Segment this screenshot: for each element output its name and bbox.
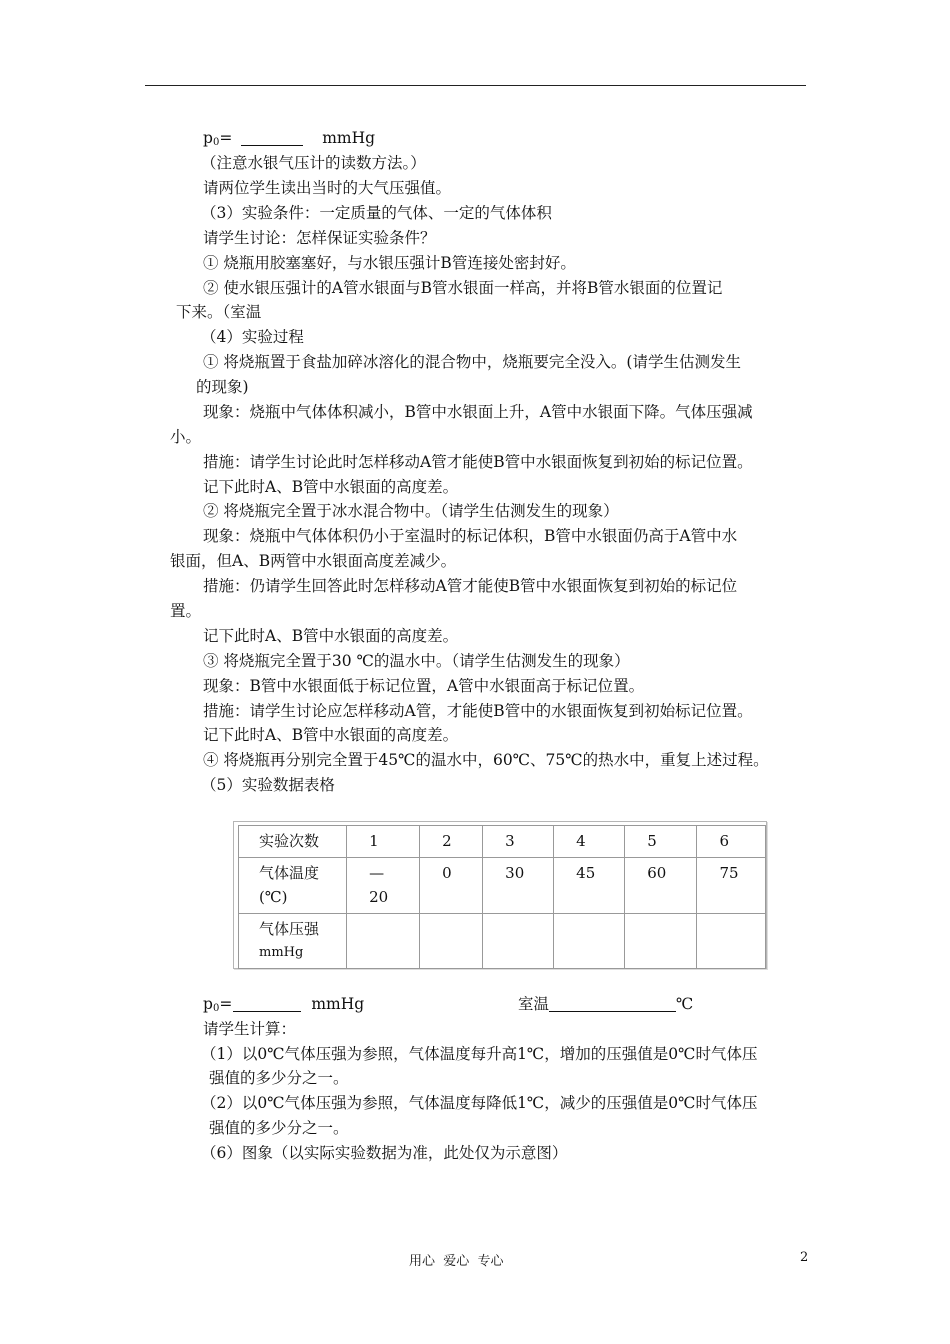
table-cell: 75: [697, 858, 766, 914]
table-header-row: [239, 826, 766, 858]
text-line: （6）图象（以实际实验数据为准，此处仅为示意图）: [201, 1144, 568, 1162]
table-header-cell: 3: [483, 826, 554, 858]
pressure-label-unit: mmHg: [259, 945, 304, 960]
p0-unit: mmHg: [322, 129, 376, 147]
text-line: 记下此时A、B管中水银面的高度差。: [203, 726, 459, 744]
table-header-cell: 6: [697, 826, 766, 858]
table-header-cell: 4: [554, 826, 625, 858]
table-header-cell: 实验次数: [239, 826, 347, 858]
data-table: [238, 825, 766, 969]
table-cell: 0: [420, 858, 483, 914]
table-cell: 45: [554, 858, 625, 914]
text-line: 的现象): [196, 378, 249, 396]
text-line: 下来。（室温: [176, 303, 262, 321]
text-line: 现象：烧瓶中气体体积减小，B管中水银面上升，A管中水银面下降。气体压强减: [203, 403, 753, 421]
text-line: ② 使水银压强计的A管水银面与B管水银面一样高，并将B管水银面的位置记: [203, 279, 723, 297]
table-empty-cell[interactable]: [697, 914, 766, 969]
text-line: 请两位学生读出当时的大气压强值。: [203, 179, 452, 197]
temp-value: 20: [369, 888, 389, 906]
data-table-frame: [233, 821, 767, 969]
text-line: 措施：请学生讨论此时怎样移动A管才能使B管中水银面恢复到初始的标记位置。: [203, 453, 753, 471]
p0-symbol: p: [203, 129, 213, 147]
room-temp-blank[interactable]: [549, 995, 676, 1012]
text-line: （4）实验过程: [201, 328, 304, 346]
table-cell: 30: [483, 858, 554, 914]
text-line: （3）实验条件：一定质量的气体、一定的气体体积: [201, 204, 552, 222]
table-row-temperature: [239, 858, 766, 914]
table-cell: [347, 858, 420, 914]
p0-unit: mmHg: [311, 995, 365, 1013]
text-line: 现象：烧瓶中气体体积仍小于室温时的标记体积，B管中水银面仍高于A管中水: [203, 527, 738, 545]
text-line: 记下此时A、B管中水银面的高度差。: [203, 627, 459, 645]
text-line: （2）以0℃气体压强为参照，气体温度每降低1℃，减少的压强值是0℃时气体压: [201, 1094, 758, 1112]
p0-subscript: 0: [212, 137, 220, 148]
text-line: ④ 将烧瓶再分别完全置于45℃的温水中，60℃、75℃的热水中，重复上述过程。: [203, 751, 769, 769]
text-line: ③ 将烧瓶完全置于30 ℃的温水中。（请学生估测发生的现象）: [203, 652, 630, 670]
room-temp-line: [518, 993, 693, 1015]
minus-sign: —: [369, 864, 385, 882]
pressure-label-main: 气体压强: [259, 920, 320, 938]
table-header-cell: 2: [420, 826, 483, 858]
text-line: 现象：B管中水银面低于标记位置，A管中水银面高于标记位置。: [203, 677, 645, 695]
text-line: （1）以0℃气体压强为参照，气体温度每升高1℃，增加的压强值是0℃时气体压: [201, 1045, 758, 1063]
text-line: 措施：仍请学生回答此时怎样移动A管才能使B管中水银面恢复到初始的标记位: [203, 577, 738, 595]
p0-blank[interactable]: [241, 129, 303, 146]
table-header-cell: 5: [625, 826, 697, 858]
p0-symbol: p: [203, 995, 213, 1013]
text-line: 强值的多少分之一。: [209, 1069, 349, 1087]
table-empty-cell[interactable]: [347, 914, 420, 969]
text-line: 请学生讨论：怎样保证实验条件？: [203, 229, 436, 247]
text-line: 银面，但A、B两管中水银面高度差减少。: [170, 552, 457, 570]
text-line: ② 将烧瓶完全置于冰水混合物中。（请学生估测发生的现象）: [203, 502, 619, 520]
text-line: 强值的多少分之一。: [209, 1119, 349, 1137]
header-rule: [145, 85, 806, 86]
p0-subscript: 0: [212, 1003, 220, 1014]
text-line: （5）实验数据表格: [201, 776, 335, 794]
table-row-pressure: [239, 914, 766, 969]
table-row-label: [239, 914, 347, 969]
p0-equals: =: [219, 129, 233, 147]
p0-equals: =: [219, 995, 233, 1013]
table-cell: 60: [625, 858, 697, 914]
page-number: 2: [800, 1250, 809, 1265]
table-empty-cell[interactable]: [420, 914, 483, 969]
temp-label-main: 气体温度: [259, 864, 320, 882]
p0-blank[interactable]: [233, 995, 301, 1012]
temp-label-unit: (℃): [259, 888, 288, 906]
table-header-cell: 1: [347, 826, 420, 858]
p0-reading-line: [203, 127, 375, 154]
table-empty-cell[interactable]: [625, 914, 697, 969]
table-empty-cell[interactable]: [483, 914, 554, 969]
table-row-label: [239, 858, 347, 914]
text-line: ① 将烧瓶置于食盐加碎冰溶化的混合物中，烧瓶要完全没入。(请学生估测发生: [203, 353, 741, 371]
text-line: 置。: [170, 602, 202, 620]
room-temp-label: 室温: [518, 995, 550, 1013]
text-line: 请学生计算：: [203, 1020, 297, 1038]
table-empty-cell[interactable]: [554, 914, 625, 969]
text-line: 记下此时A、B管中水银面的高度差。: [203, 478, 459, 496]
room-temp-unit: ℃: [676, 995, 694, 1013]
footer-slogan: 用心 爱心 专心: [409, 1254, 504, 1269]
text-line: 小。: [170, 428, 202, 446]
p0-reading-line-bottom: [203, 993, 364, 1020]
text-line: ① 烧瓶用胶塞塞好，与水银压强计B管连接处密封好。: [203, 254, 576, 272]
text-line: 措施：请学生讨论应怎样移动A管，才能使B管中的水银面恢复到初始标记位置。: [203, 702, 753, 720]
text-line: （注意水银气压计的读数方法。）: [201, 154, 426, 172]
